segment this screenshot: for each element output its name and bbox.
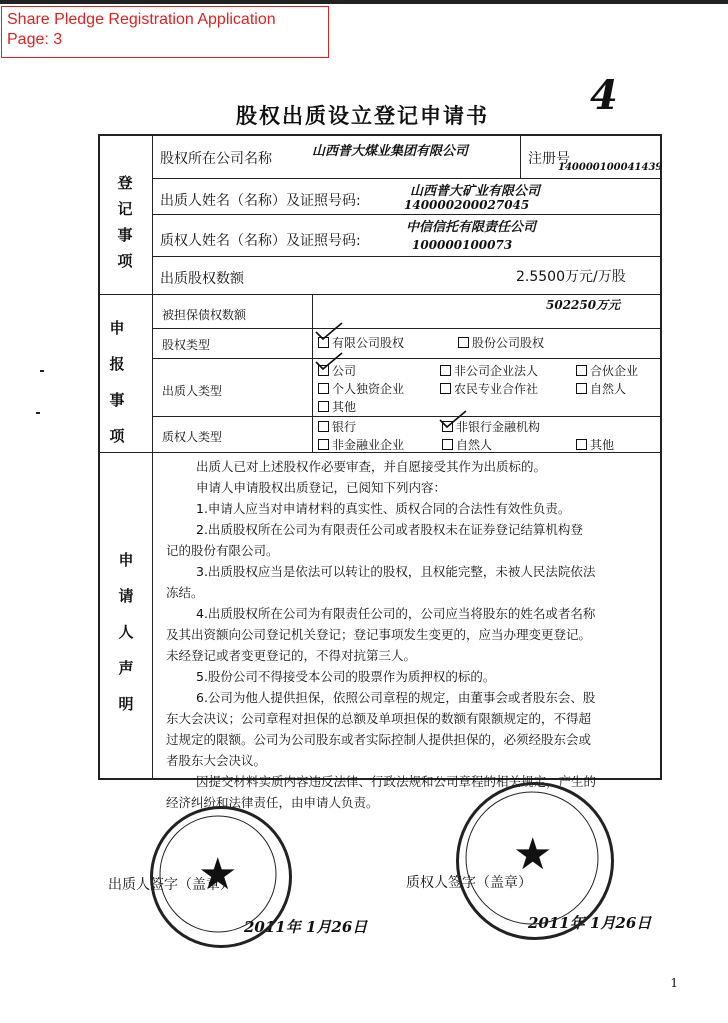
- declaration-section-label: 申请人声明: [118, 551, 134, 713]
- checkbox-icon: [318, 439, 329, 450]
- pledgor-type-other[interactable]: 其他: [318, 398, 356, 415]
- pledgee-type-non-financial[interactable]: 非金融业企业: [318, 436, 404, 453]
- declaration-line: 6.公司为他人提供担保，依照公司章程的规定，由董事会或者股东会、股: [196, 690, 596, 705]
- pledgee-label: 质权人姓名（名称）及证照号码:: [160, 233, 361, 249]
- pledgee-type-other[interactable]: 其他: [576, 436, 614, 453]
- declaration-line: 3.出质股权应当是依法可以转让的股权，且权能完整，未被人民法院依法: [196, 564, 596, 579]
- handwritten-page-mark: 4: [590, 72, 618, 119]
- pledgor-type-cooperative[interactable]: 农民专业合作社: [440, 380, 538, 397]
- declaration-line: 因提交材料实质内容违反法律、行政法规和公司章程的相关规定，产生的: [196, 774, 597, 789]
- pledgee-type-label: 质权人类型: [162, 430, 223, 444]
- declaration-line: 4.出质股权所在公司为有限责任公司的，公司应当将股东的姓名或者名称: [196, 606, 596, 621]
- declaration-line: 冻结。: [166, 585, 204, 600]
- pledgor-company-seal: [150, 806, 292, 948]
- scan-mark: [36, 412, 40, 414]
- application-section-label: 申报事项: [109, 319, 125, 445]
- checkbox-icon: [442, 439, 453, 450]
- pledgor-type-non-company[interactable]: 非公司企业法人: [440, 362, 538, 379]
- declaration-line: 及其出资额向公司登记机关登记；登记事项发生变更的，应当办理变更登记。: [166, 627, 592, 642]
- checkbox-icon: [318, 383, 329, 394]
- secured-debt-label: 被担保债权数额: [162, 308, 247, 322]
- pledgor-type-partnership[interactable]: 合伙企业: [576, 362, 638, 379]
- registration-number-value: 140000100041439: [558, 162, 663, 173]
- pledgee-sign-date: 2011年 1月26日: [528, 914, 652, 932]
- pledgor-label: 出质人姓名（名称）及证照号码:: [160, 193, 361, 209]
- document-header-label: [1, 6, 329, 58]
- pledgee-company-seal: [456, 782, 614, 940]
- pledged-amount-label: 出质股权数额: [160, 271, 244, 287]
- page-number: 1: [670, 976, 678, 990]
- checkbox-icon: [440, 383, 451, 394]
- checkbox-icon: [576, 365, 587, 376]
- header-page: Page: 3: [7, 31, 63, 48]
- equity-type-label: 股权类型: [162, 338, 211, 352]
- checkmark-icon: [314, 322, 344, 342]
- checkbox-icon: [576, 383, 587, 394]
- pledgor-type-sole-proprietor[interactable]: 个人独资企业: [318, 380, 404, 397]
- registration-number-label: 注册号: [528, 151, 570, 167]
- pledgee-signature-label: 质权人签字（盖章）: [406, 875, 532, 891]
- declaration-line: 出质人已对上述股权作必要审查，并自愿接受其作为出质标的。: [196, 459, 547, 474]
- declaration-line: 1.申请人应当对申请材料的真实性、质权合同的合法性有效性负责。: [196, 501, 571, 516]
- checkmark-icon: [438, 410, 468, 430]
- header-title: Share Pledge Registration Application: [7, 11, 276, 28]
- checkbox-icon: [458, 337, 469, 348]
- declaration-line: 未经登记或者变更登记的，不得对抗第三人。: [166, 648, 417, 663]
- declaration-line: 记的股份有限公司。: [166, 543, 279, 558]
- company-name-value: 山西普大煤业集团有限公司: [312, 144, 469, 159]
- company-name-label: 股权所在公司名称: [160, 151, 272, 167]
- pledgee-name-value: 中信信托有限责任公司: [406, 220, 537, 235]
- scan-top-edge: [0, 0, 728, 4]
- pledgor-type-label: 出质人类型: [162, 384, 223, 398]
- registration-section-label: 登记事项: [117, 174, 133, 270]
- pledgor-signature-label: 出质人签字（盖章）: [108, 877, 234, 893]
- equity-type-limited[interactable]: 有限公司股权: [318, 334, 404, 351]
- declaration-line: 2.出质股权所在公司为有限责任公司或者股权未在证券登记结算机构登: [196, 522, 583, 537]
- star-icon: ★: [198, 849, 238, 900]
- checkmark-icon: [314, 352, 344, 372]
- equity-type-joint-stock[interactable]: 股份公司股权: [458, 334, 544, 351]
- checkbox-icon: [576, 439, 587, 450]
- declaration-line: 者股东大会决议。: [166, 753, 267, 768]
- declaration-line: 过规定的限额。公司为公司股东或者实际控制人提供担保的，必须经股东会或: [166, 732, 592, 747]
- declaration-line: 经济纠纷和法律责任，由申请人负责。: [166, 795, 379, 810]
- pledgor-sign-date: 2011年 1月26日: [244, 918, 368, 936]
- star-icon: ★: [513, 829, 553, 880]
- pledged-amount-value: 2.5500万元/万股: [516, 269, 626, 285]
- form-title: 股权出质设立登记申请书: [236, 104, 489, 128]
- pledgor-type-company[interactable]: 公司: [318, 362, 356, 379]
- pledgor-name-value: 山西普大矿业有限公司: [410, 184, 541, 199]
- declaration-line: 5.股份公司不得接受本公司的股票作为质押权的标的。: [196, 669, 496, 684]
- declaration-line: 东大会决议；公司章程对担保的总额及单项担保的数额有限额规定的，不得超: [166, 711, 592, 726]
- pledgee-type-natural-person[interactable]: 自然人: [442, 436, 492, 453]
- checkbox-icon: [318, 401, 329, 412]
- pledgor-id-value: 140000200027045: [404, 198, 530, 212]
- declaration-line: 申请人申请股权出质登记，已阅知下列内容：: [196, 480, 447, 495]
- pledgee-type-bank[interactable]: 银行: [318, 418, 356, 435]
- pledgee-type-nonbank[interactable]: 非银行金融机构: [442, 418, 540, 435]
- checkbox-icon: [318, 421, 329, 432]
- pledgee-id-value: 100000100073: [412, 238, 513, 252]
- checkbox-icon: [440, 365, 451, 376]
- scan-mark: [40, 370, 44, 372]
- pledgor-type-natural-person[interactable]: 自然人: [576, 380, 626, 397]
- secured-debt-value: 502250万元: [546, 298, 621, 312]
